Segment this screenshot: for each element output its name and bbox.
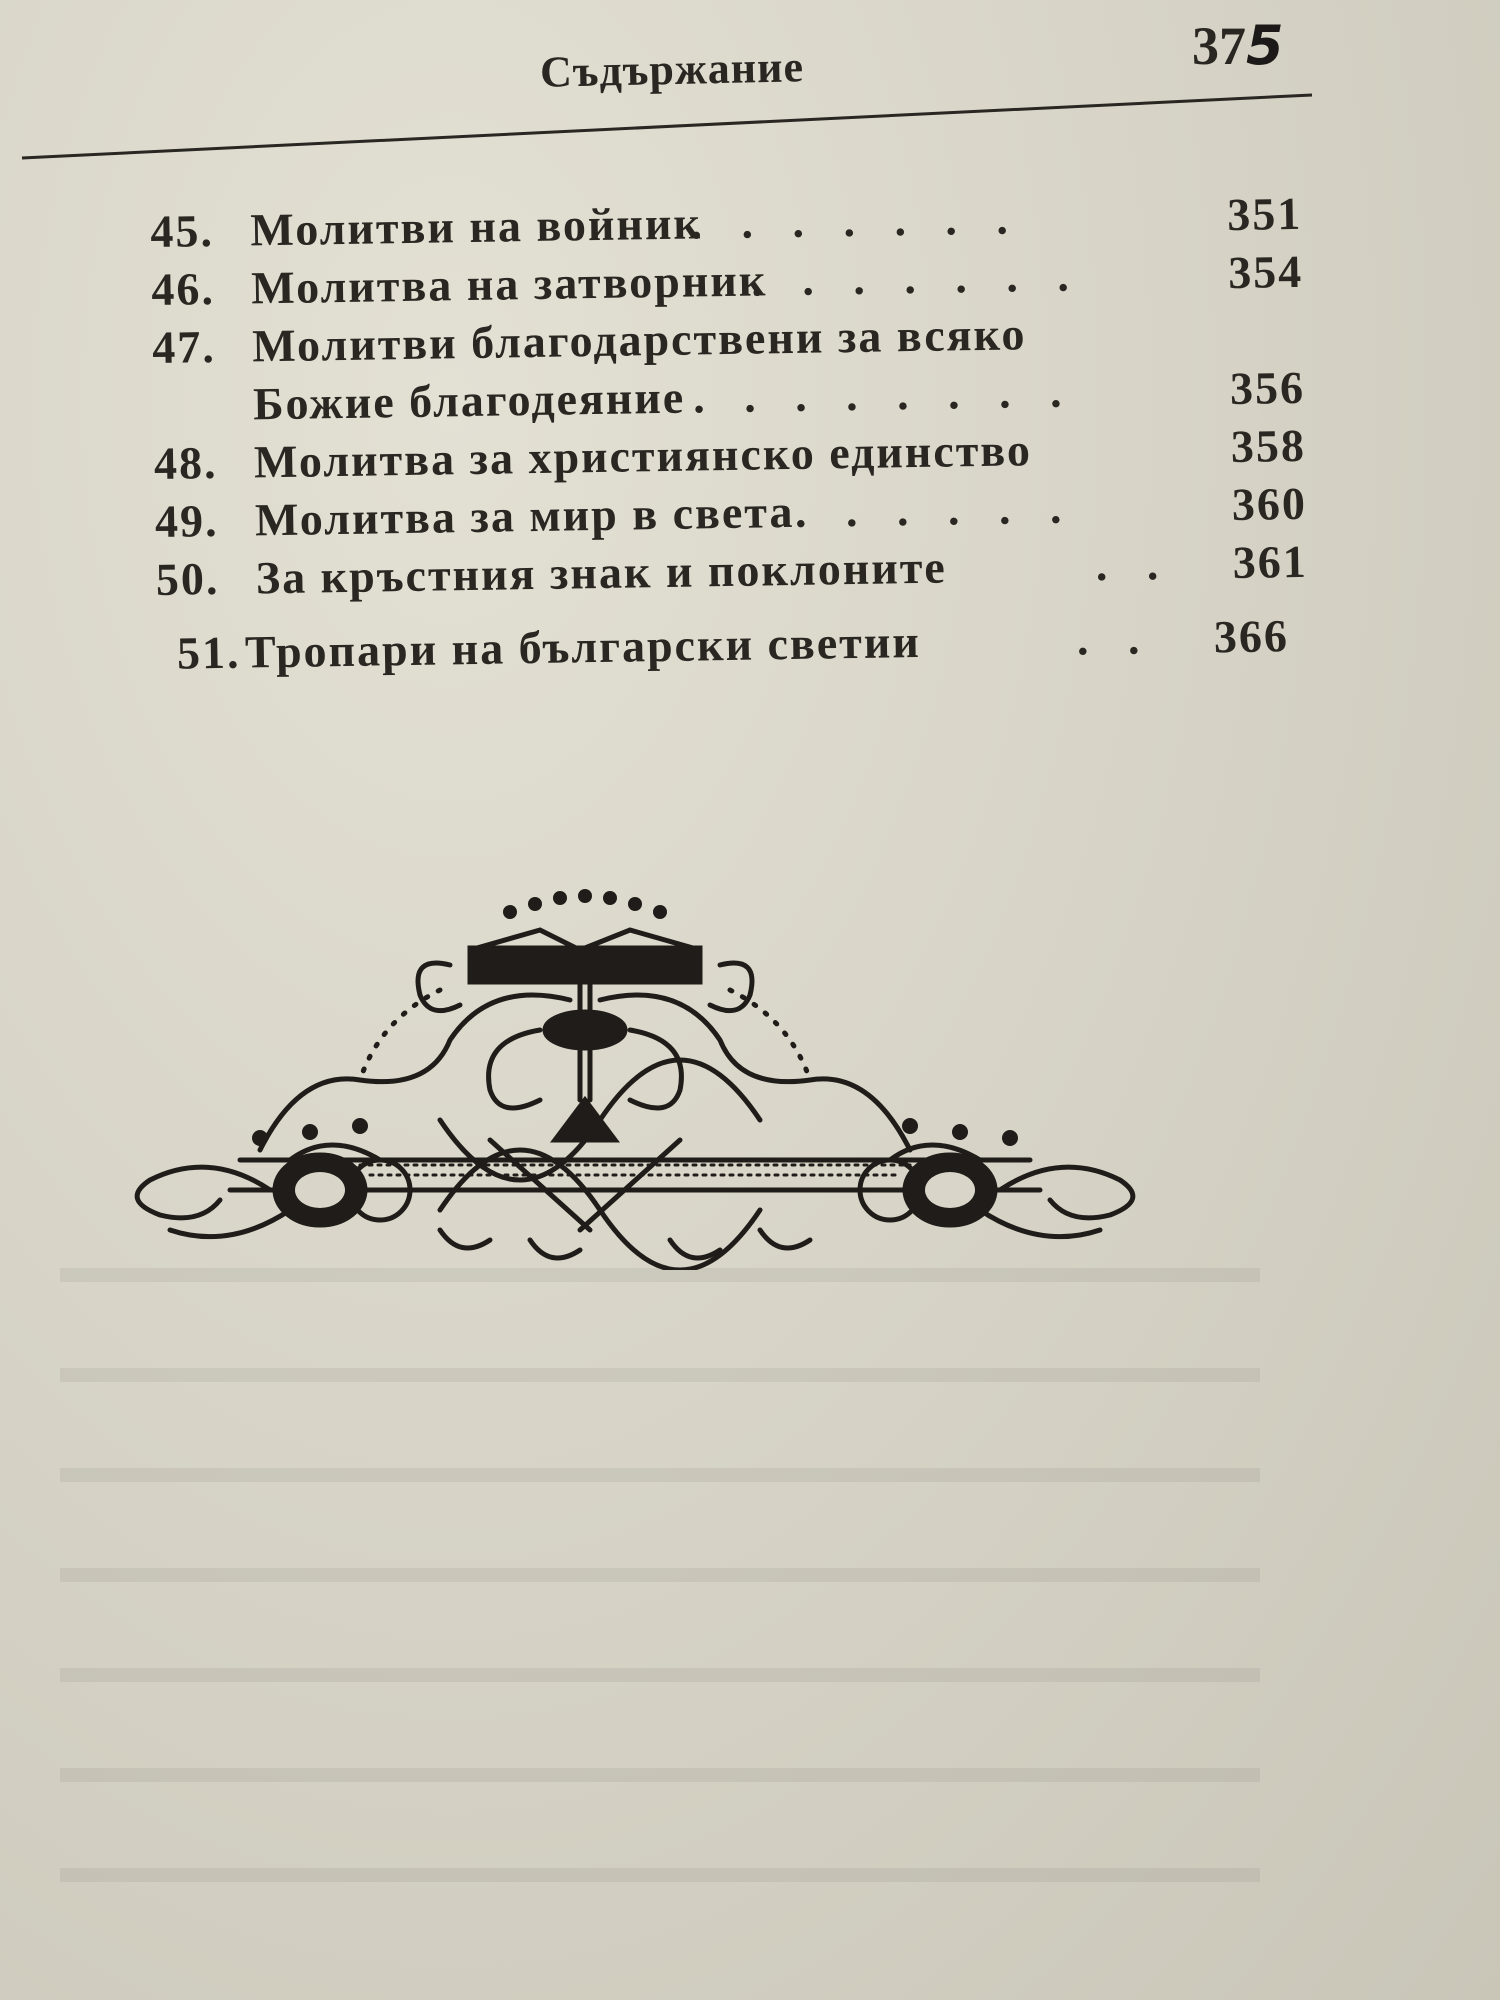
entry-number: 51. [176,626,241,679]
table-of-contents [150,187,1327,685]
entry-page: 366 [1213,610,1290,663]
leader-dots: . . [1076,612,1154,665]
header-rule [0,0,1500,160]
entry-page: 354 [1227,245,1304,299]
page-title: Съдържание [539,42,805,97]
leader-dots: . . . . . . . . [692,365,1076,423]
entry-title: Молитва на затворник [250,254,768,314]
entry-title: Молитви на войник [250,197,703,256]
leader-dots: . . [1095,537,1173,591]
entry-number: 47. [151,320,217,373]
entry-title: Божие благодеяние [252,371,686,430]
handwritten-digit: 5 [1246,14,1284,77]
leader-dots: . . . . . . [794,481,1076,537]
entry-page: 356 [1229,361,1306,415]
leader-dots: . . . . . . . [750,249,1084,306]
entry-page: 351 [1226,187,1303,241]
entry-number: 46. [150,262,216,315]
bleed-through-text [60,1230,1260,1930]
entry-title: Тропари на български светии [244,615,922,678]
entry-title: Молитва за мир в света [254,485,795,546]
entry-page: 361 [1232,535,1309,589]
entry-title: За кръстния знак и поклоните [255,541,948,604]
entry-number: 45. [150,205,215,257]
entry-title: Молитва за християнско единство [253,424,1033,488]
entry-number: 49. [154,494,219,547]
entry-page: 358 [1230,419,1307,473]
printed-page-number: 37 [1192,16,1246,76]
leader-dots: . . . . . . . [689,192,1023,249]
entry-number: 48. [153,436,218,489]
decorative-ornament-icon [110,870,1160,1270]
entry-title: Молитви благодарствени за всяко [251,308,1027,372]
entry-page: 360 [1231,477,1308,531]
toc-entry-51[interactable] [157,609,1328,685]
entry-number: 50. [155,552,220,605]
